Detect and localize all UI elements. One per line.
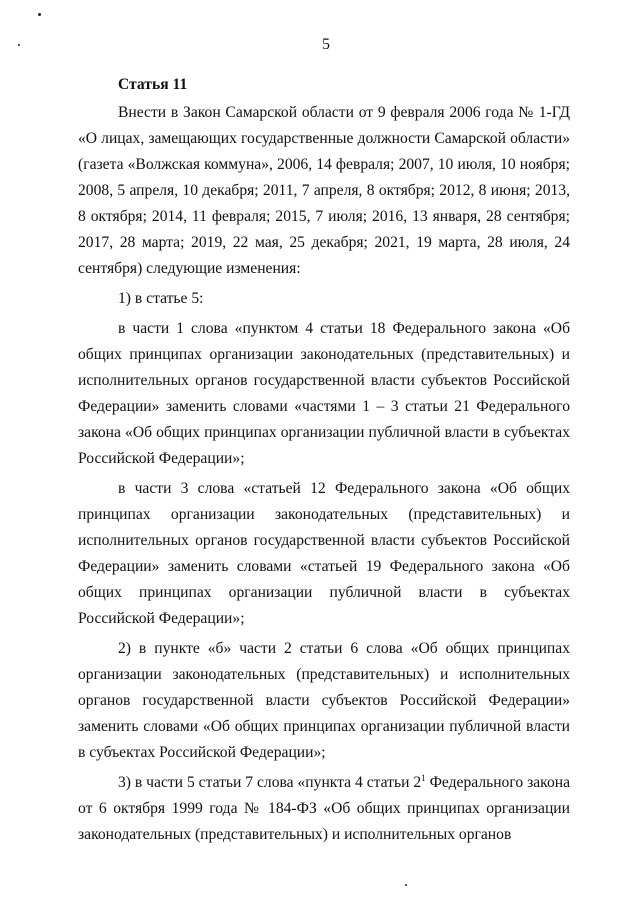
- scan-speck: [405, 884, 407, 886]
- item-3-paragraph: [78, 770, 570, 848]
- article-intro-paragraph: Внести в Закон Самарской области от 9 февраля 2006 года № 1-ГД «О лицах, замещающих государственные должности Самарской области» (газета «Волжская коммуна», 2006, 14 февраля; 2007, 10 июля, 10 ноября; 2008, 5 апреля, 10 декабря; 2011, 7 апреля, 8 октября; 2012, 8 июня; 2013, 8 октября; 2014, 11 февраля; 2015, 7 июля; 2016, 13 января, 28 сентября; 2017, 28 марта; 2019, 22 мая, 25 декабря; 2021, 19 марта, 28 июля, 24 сентября) следующие изменения:: [78, 104, 570, 277]
- item-3-superscript: 1: [421, 772, 426, 783]
- scan-speck: [38, 13, 41, 16]
- item-1-part-3-paragraph: в части 3 слова «статьей 12 Федерального закона «Об общих принципах организации законодательных (представительных) и исполнительных органов государственной власти субъектов Российской Федерации» заменить словами «статьей 19 Федерального закона «Об общих принципах организации публичной власти в субъектах Российской Федерации»;: [78, 480, 570, 627]
- item-3-text-start: 3) в части 5 статьи 7 слова «пункта 4 статьи 2: [118, 774, 422, 791]
- page-number: 5: [322, 36, 330, 53]
- item-2-paragraph: 2) в пункте «б» части 2 статьи 6 слова «Об общих принципах организации законодательных (представительных) и исполнительных органов государственной власти субъектов Российской Федерации» заменить словами «Об общих принципах организации публичной власти в субъектах Российской Федерации»;: [78, 640, 570, 761]
- article-heading: Статья 11: [118, 76, 188, 93]
- item-1-part-1-paragraph: в части 1 слова «пунктом 4 статьи 18 Федерального закона «Об общих принципах организации законодательных (представительных) и исполнительных органов государственной власти субъектов Российской Федерации» заменить словами «частями 1 – 3 статьи 21 Федерального закона «Об общих принципах организации публичной власти в субъектах Российской Федерации»;: [78, 320, 570, 467]
- item-3-text-end: Федерального закона от 6 октября 1999 года № 184-ФЗ «Об общих принципах организации законодательных (представительных) и исполнительных органов: [78, 774, 571, 843]
- item-1-label: 1) в статье 5:: [118, 290, 204, 307]
- article-body: [78, 72, 570, 848]
